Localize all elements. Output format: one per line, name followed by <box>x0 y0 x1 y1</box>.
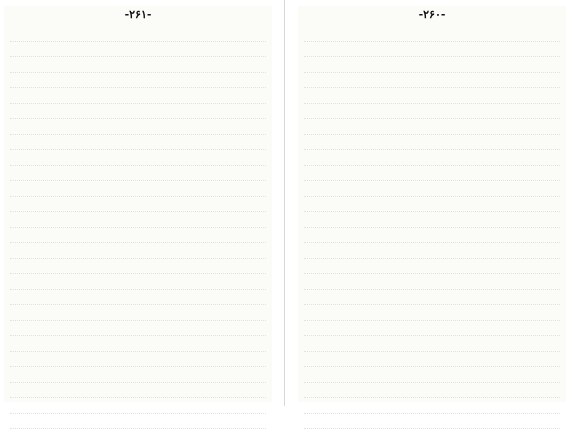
left-page-line <box>10 181 266 197</box>
right-page-line <box>304 73 560 89</box>
left-page-line <box>10 42 266 58</box>
left-page-line <box>10 321 266 337</box>
right-page-line <box>304 336 560 352</box>
right-page-line <box>304 352 560 368</box>
right-page-line <box>304 26 560 42</box>
right-page-line <box>304 197 560 213</box>
left-page-line <box>10 352 266 368</box>
left-page-line <box>10 197 266 213</box>
left-page-line <box>10 73 266 89</box>
right-page-line <box>304 305 560 321</box>
right-page <box>298 6 566 402</box>
left-page-line <box>10 150 266 166</box>
right-page-line <box>304 228 560 244</box>
left-page-line <box>10 88 266 104</box>
left-page-line <box>10 119 266 135</box>
left-page-line <box>10 367 266 383</box>
left-page-line <box>10 57 266 73</box>
right-page-line <box>304 274 560 290</box>
left-page-line <box>10 305 266 321</box>
right-page-line <box>304 212 560 228</box>
right-page-line <box>304 42 560 58</box>
left-page-line <box>10 274 266 290</box>
left-page-line <box>10 104 266 120</box>
right-page-line <box>304 119 560 135</box>
left-page-line <box>10 259 266 275</box>
right-page-line <box>304 243 560 259</box>
right-page-number: -۲۶۰- <box>402 8 462 21</box>
right-page-line <box>304 367 560 383</box>
right-page-text-block <box>304 26 560 429</box>
left-page-line <box>10 26 266 42</box>
left-page-line <box>10 166 266 182</box>
left-page-line <box>10 290 266 306</box>
right-page-line <box>304 57 560 73</box>
left-page-line <box>10 228 266 244</box>
left-page-line <box>10 212 266 228</box>
page-gutter <box>284 0 285 406</box>
left-page <box>4 6 272 402</box>
left-page-line <box>10 414 266 429</box>
right-page-line <box>304 181 560 197</box>
left-page-line <box>10 135 266 151</box>
right-page-line <box>304 259 560 275</box>
right-page-line <box>304 104 560 120</box>
right-page-line <box>304 88 560 104</box>
right-page-line <box>304 166 560 182</box>
right-page-line <box>304 383 560 399</box>
right-page-line <box>304 150 560 166</box>
right-page-line <box>304 321 560 337</box>
left-page-number: -۲۶۱- <box>108 8 168 21</box>
right-page-line <box>304 414 560 429</box>
right-page-line <box>304 135 560 151</box>
left-page-text-block <box>10 26 266 429</box>
left-page-line <box>10 383 266 399</box>
right-page-line <box>304 290 560 306</box>
left-page-line <box>10 243 266 259</box>
left-page-line <box>10 336 266 352</box>
